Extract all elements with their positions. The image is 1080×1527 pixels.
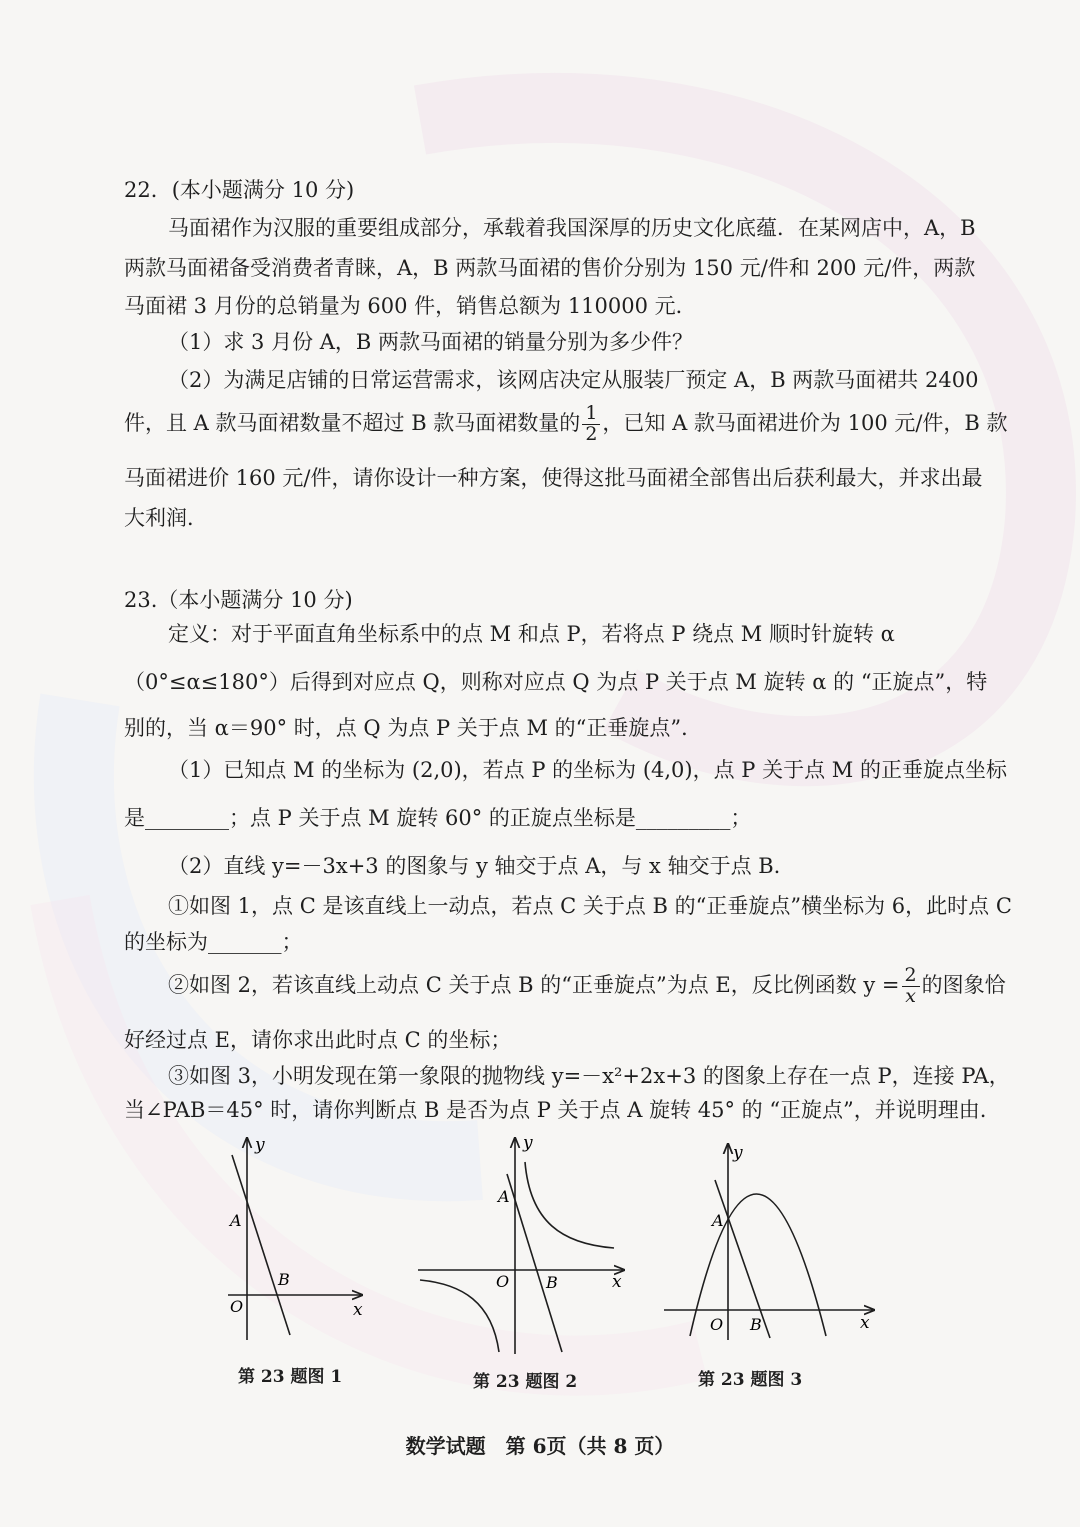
question-22-line: 大利润． [124,506,208,530]
y-label: y [255,1135,265,1155]
x-label: x [860,1313,870,1333]
hyperbola-branch-right [525,1162,614,1248]
question-23-part-2: （2）直线 y=－3x+3 的图象与 y 轴交于点 A，与 x 轴交于点 B. [168,854,781,878]
question-23-sub-2 [168,966,1006,1007]
figure-23-3 [660,1140,885,1349]
figure-23-1 [210,1130,380,1349]
fraction-two-over-x [902,966,920,1007]
question-23-sub-2-after: 的图象恰 [921,972,1006,997]
hyperbola-branch-left [420,1280,499,1352]
fraction-numerator: 1 [582,404,600,425]
question-23-sub-3: 当∠PAB＝45° 时，请你判断点 B 是否为点 P 关于点 A 旋转 45° 的 “正旋点”，并说明理由. [124,1098,987,1122]
question-22-fraction-line-after: ，已知 A 款马面裙进价为 100 元/件，B 款 [602,410,1008,435]
x-label: x [353,1300,363,1320]
fraction-denominator: 2 [585,422,598,445]
x-label: x [612,1272,622,1292]
question-22-part-2: （2）为满足店铺的日常运营需求，该网店决定从服装厂预定 A，B 两款马面裙共 2400 [168,368,979,392]
fraction-numerator: 2 [902,966,920,987]
question-23-sub-3: ③如图 3，小明发现在第一象限的抛物线 y=－x²+2x+3 的图象上存在一点 P，连接 PA， [168,1064,1010,1088]
figure-23-2 [412,1132,637,1361]
question-23-heading: 23.（本小题满分 10 分) [124,588,353,612]
origin-label: O [496,1272,510,1291]
question-22-heading: 22．(本小题满分 10 分) [124,178,355,202]
origin-label: O [710,1315,724,1334]
origin-label: O [230,1297,244,1316]
question-22-part-1: （1）求 3 月份 A，B 两款马面裙的销量分别为多少件？ [168,330,694,354]
point-b-label: B [750,1315,762,1334]
y-label: y [523,1133,533,1153]
question-23-sub-1: ①如图 1，点 C 是该直线上一动点，若点 C 关于点 B 的“正垂旋点”横坐标为 6，此时点 C [168,894,1012,918]
question-22-line: 马面裙作为汉服的重要组成部分，承载着我国深厚的历史文化底蕴．在某网店中，A，B [168,216,976,240]
question-22-fraction-line [124,404,1008,445]
question-23-definition: （0°≤α≤180°）后得到对应点 Q，则称对应点 Q 为点 P 关于点 M 旋转 α 的 “正旋点”，特 [124,670,988,694]
figure-1-caption: 第 23 题图 1 [238,1367,343,1387]
question-23-sub-2-before: ②如图 2，若该直线上动点 C 关于点 B 的“正垂旋点”为点 E，反比例函数 y = [168,972,900,997]
figure-3-diagram [660,1140,885,1345]
figure-2-diagram [412,1132,637,1357]
question-23-sub-1: 的坐标为_______； [124,930,303,954]
figure-2-caption: 第 23 题图 2 [473,1372,578,1392]
point-b-label: B [278,1270,290,1289]
question-22-fraction-line-before: 件，且 A 款马面裙数量不超过 B 款马面裙数量的 [124,410,581,435]
point-a-label: A [712,1211,724,1230]
fraction-denominator: x [905,984,916,1007]
page-footer: 数学试题 第 6页（共 8 页） [405,1434,675,1458]
point-b-label: B [546,1273,558,1292]
question-23-definition: 别的，当 α＝90° 时，点 Q 为点 P 关于点 M 的“正垂旋点”． [124,716,703,740]
question-23-definition: 定义：对于平面直角坐标系中的点 M 和点 P，若将点 P 绕点 M 顺时针旋转 α [168,622,895,646]
question-23-part-1: （1）已知点 M 的坐标为 (2,0)，若点 P 的坐标为 (4,0)，点 P 关于点 M 的正垂旋点坐标 [168,758,1007,782]
y-label: y [733,1143,743,1163]
figure-3-caption: 第 23 题图 3 [698,1370,803,1390]
point-a-label: A [230,1211,242,1230]
point-a-label: A [498,1187,510,1206]
question-22-line: 马面裙 3 月份的总销量为 600 件，销售总额为 110000 元． [124,294,697,318]
question-22-line: 两款马面裙备受消费者青睐，A，B 两款马面裙的售价分别为 150 元/件和 200 元/件，两款 [124,256,976,280]
question-23-sub-2: 好经过点 E，请你求出此时点 C 的坐标； [124,1028,512,1052]
question-22-line: 马面裙进价 160 元/件，请你设计一种方案，使得这批马面裙全部售出后获利最大，并求出最 [124,466,983,490]
question-23-part-1-blanks: 是________；点 P 关于点 M 旋转 60° 的正旋点坐标是_________； [124,806,752,830]
fraction-one-half [582,404,600,445]
figure-1-diagram [210,1130,380,1345]
